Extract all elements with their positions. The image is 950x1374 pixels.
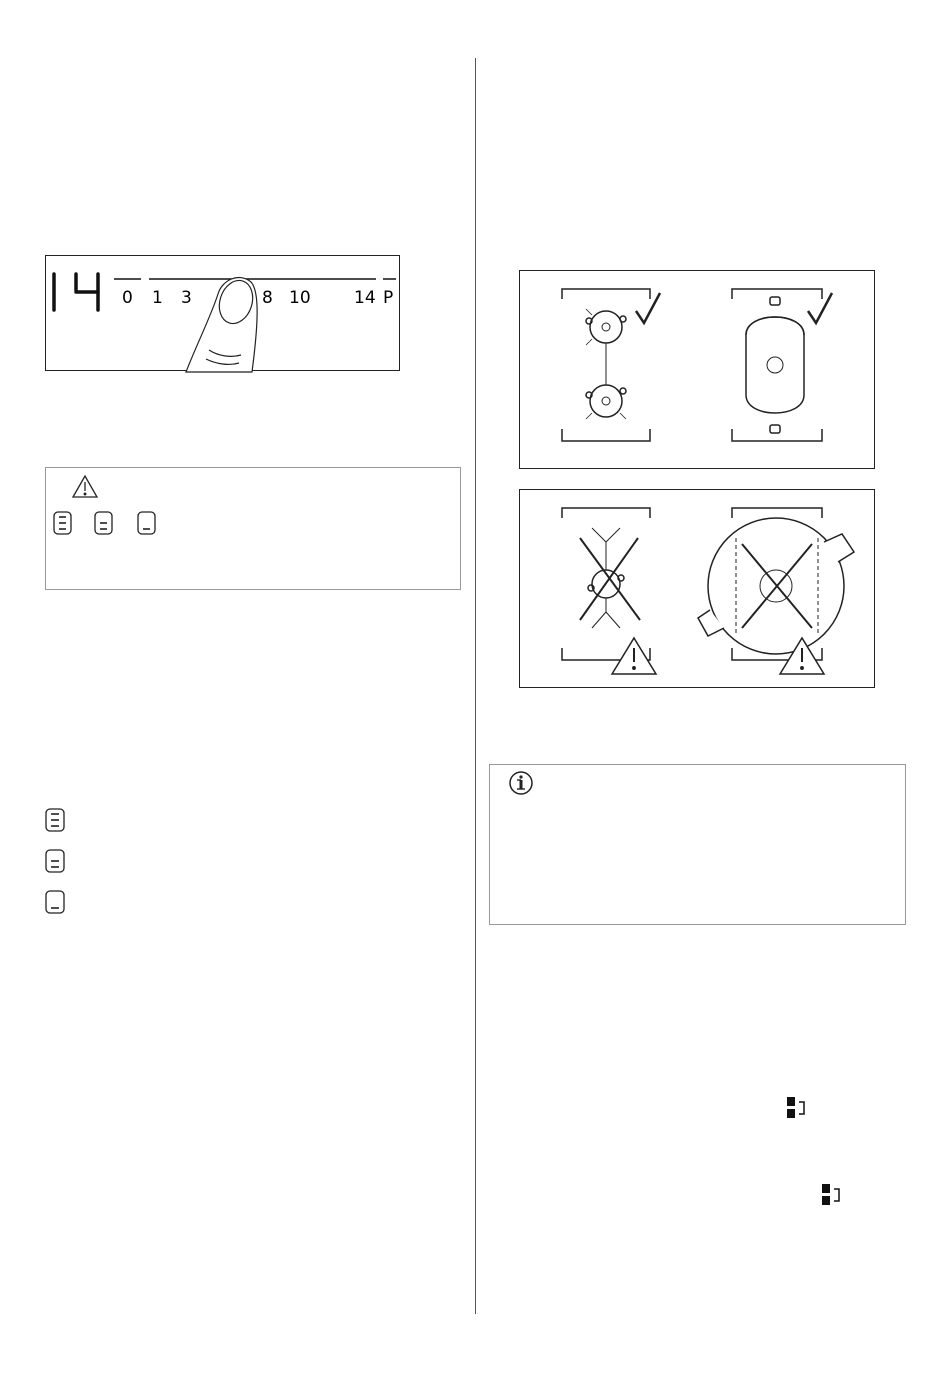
column-divider	[475, 58, 476, 1314]
control-panel-graphic	[46, 256, 401, 372]
heat-indicator-low-icon	[138, 512, 155, 534]
finger-icon	[186, 276, 258, 372]
heat-indicator-list	[45, 808, 75, 918]
heat-indicator-high-icon	[46, 809, 64, 831]
checkmark-icon	[808, 293, 832, 323]
info-icon	[510, 772, 532, 794]
checkmark-icon	[636, 293, 660, 323]
scale-label: 3	[181, 288, 192, 308]
small-pan-incorrect	[580, 528, 640, 628]
scale-label: 14	[354, 288, 376, 308]
bridge-icon	[787, 1097, 807, 1121]
scale-label: 1	[152, 288, 163, 308]
seven-segment-display	[54, 274, 98, 310]
scale-label: 10	[289, 288, 311, 308]
scale-label: 0	[122, 288, 133, 308]
incorrect-cookware-diagram	[519, 489, 875, 688]
warning-triangle-icon	[73, 476, 97, 497]
heat-indicator-low-icon	[46, 891, 64, 913]
info-box	[489, 764, 906, 925]
control-panel-illustration	[45, 255, 400, 371]
correct-cookware-diagram	[519, 270, 875, 469]
heat-indicator-medium-icon	[46, 850, 64, 872]
bridge-icon	[822, 1184, 842, 1208]
warning-box	[45, 467, 461, 590]
large-pan-incorrect	[698, 518, 854, 654]
heat-indicator-high-icon	[54, 512, 71, 534]
scale-label: P	[383, 288, 394, 308]
scale-label: 8	[262, 288, 273, 308]
heat-indicator-medium-icon	[95, 512, 112, 534]
oval-pan-correct	[746, 297, 804, 433]
two-pans-bridge-correct	[586, 309, 626, 419]
